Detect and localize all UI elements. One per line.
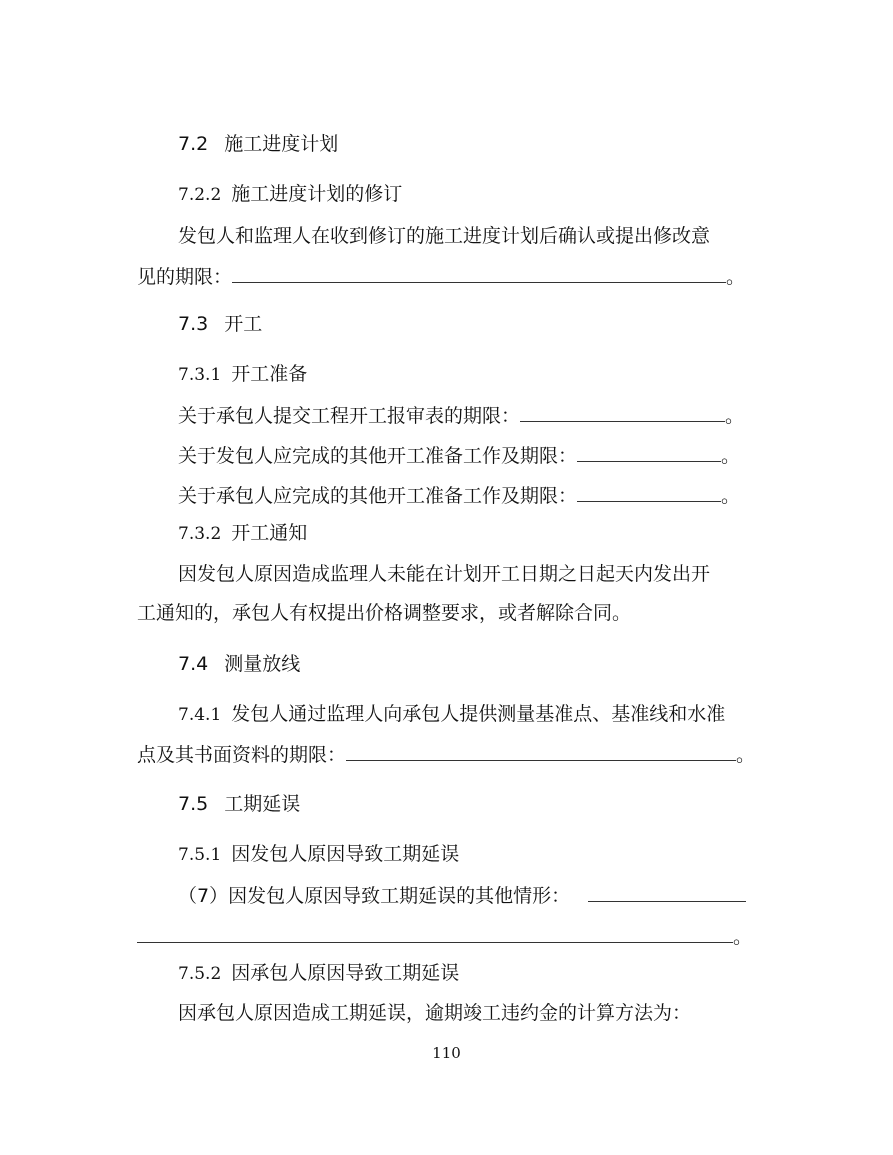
- section-title: 开工: [224, 313, 263, 335]
- paragraph-line: [137, 262, 745, 290]
- list-item-7: [178, 881, 746, 909]
- paragraph-line: 因发包人原因造成监理人未能在计划开工日期之日起天内发出开: [178, 563, 711, 585]
- section-number: 7.5.1: [178, 845, 222, 865]
- period: 。: [721, 445, 741, 467]
- section-title: 开工通知: [231, 522, 308, 544]
- paragraph-line: 发包人和监理人在收到修订的施工进度计划后确认或提出修改意: [178, 225, 711, 247]
- section-title: 施工进度计划的修订: [231, 183, 403, 205]
- period: 。: [726, 266, 746, 288]
- period: 。: [725, 405, 745, 427]
- paragraph-line: [178, 481, 740, 509]
- section-title: 测量放线: [224, 653, 301, 675]
- fill-in-blank[interactable]: [137, 922, 733, 943]
- section-number: 7.4.1: [178, 705, 222, 725]
- paragraph-line: [137, 740, 755, 768]
- fill-in-blank[interactable]: [520, 401, 725, 422]
- section-7-5-2-heading: [178, 960, 459, 987]
- section-number: 7.2: [178, 133, 209, 155]
- fill-in-blank[interactable]: [577, 481, 721, 502]
- field-label: 关于承包人提交工程开工报审表的期限：: [178, 405, 521, 427]
- paragraph-line: 工通知的，承包人有权提出价格调整要求，或者解除合同。: [137, 602, 632, 624]
- period: 。: [733, 926, 753, 948]
- section-number: 7.5.2: [178, 964, 222, 984]
- paragraph-line: [178, 401, 744, 429]
- field-label: 点及其书面资料的期限：: [137, 744, 347, 766]
- section-7-4-1-line: [178, 701, 725, 728]
- section-number: 7.3.2: [178, 524, 222, 544]
- section-7-5-1-heading: [178, 841, 459, 868]
- field-label: （7）因发包人原因导致工期延误的其他情形：: [178, 885, 571, 907]
- page-number: 110: [432, 1044, 461, 1062]
- fill-in-blank[interactable]: [346, 740, 736, 761]
- section-7-3-heading: [178, 311, 262, 337]
- section-title: 因发包人原因导致工期延误: [231, 843, 460, 865]
- period: 。: [736, 744, 756, 766]
- paragraph-line: [137, 922, 752, 950]
- paragraph-line: 因承包人原因造成工期延误，逾期竣工违约金的计算方法为：: [178, 1002, 692, 1024]
- section-title: 施工进度计划: [224, 133, 339, 155]
- paragraph-line: [178, 441, 740, 469]
- section-7-5-heading: [178, 791, 300, 817]
- field-label: 见的期限：: [137, 266, 233, 288]
- period: 。: [721, 485, 741, 507]
- section-number: 7.3: [178, 313, 209, 335]
- section-7-3-1-heading: [178, 361, 307, 388]
- section-7-2-heading: [178, 131, 338, 157]
- field-label: 关于发包人应完成的其他开工准备工作及期限：: [178, 445, 578, 467]
- section-7-2-2-heading: [178, 181, 402, 208]
- section-number: 7.2.2: [178, 185, 222, 205]
- section-7-4-heading: [178, 651, 300, 677]
- section-title: 开工准备: [231, 363, 308, 385]
- paragraph-text: 发包人通过监理人向承包人提供测量基准点、基准线和水准: [231, 703, 726, 725]
- section-7-3-2-heading: [178, 520, 307, 547]
- fill-in-blank[interactable]: [232, 262, 726, 283]
- fill-in-blank[interactable]: [577, 441, 721, 462]
- section-number: 7.3.1: [178, 365, 222, 385]
- field-label: 关于承包人应完成的其他开工准备工作及期限：: [178, 485, 578, 507]
- section-number: 7.5: [178, 793, 209, 815]
- fill-in-blank[interactable]: [588, 881, 746, 902]
- section-title: 因承包人原因导致工期延误: [231, 962, 460, 984]
- section-title: 工期延误: [224, 793, 301, 815]
- section-number: 7.4: [178, 653, 209, 675]
